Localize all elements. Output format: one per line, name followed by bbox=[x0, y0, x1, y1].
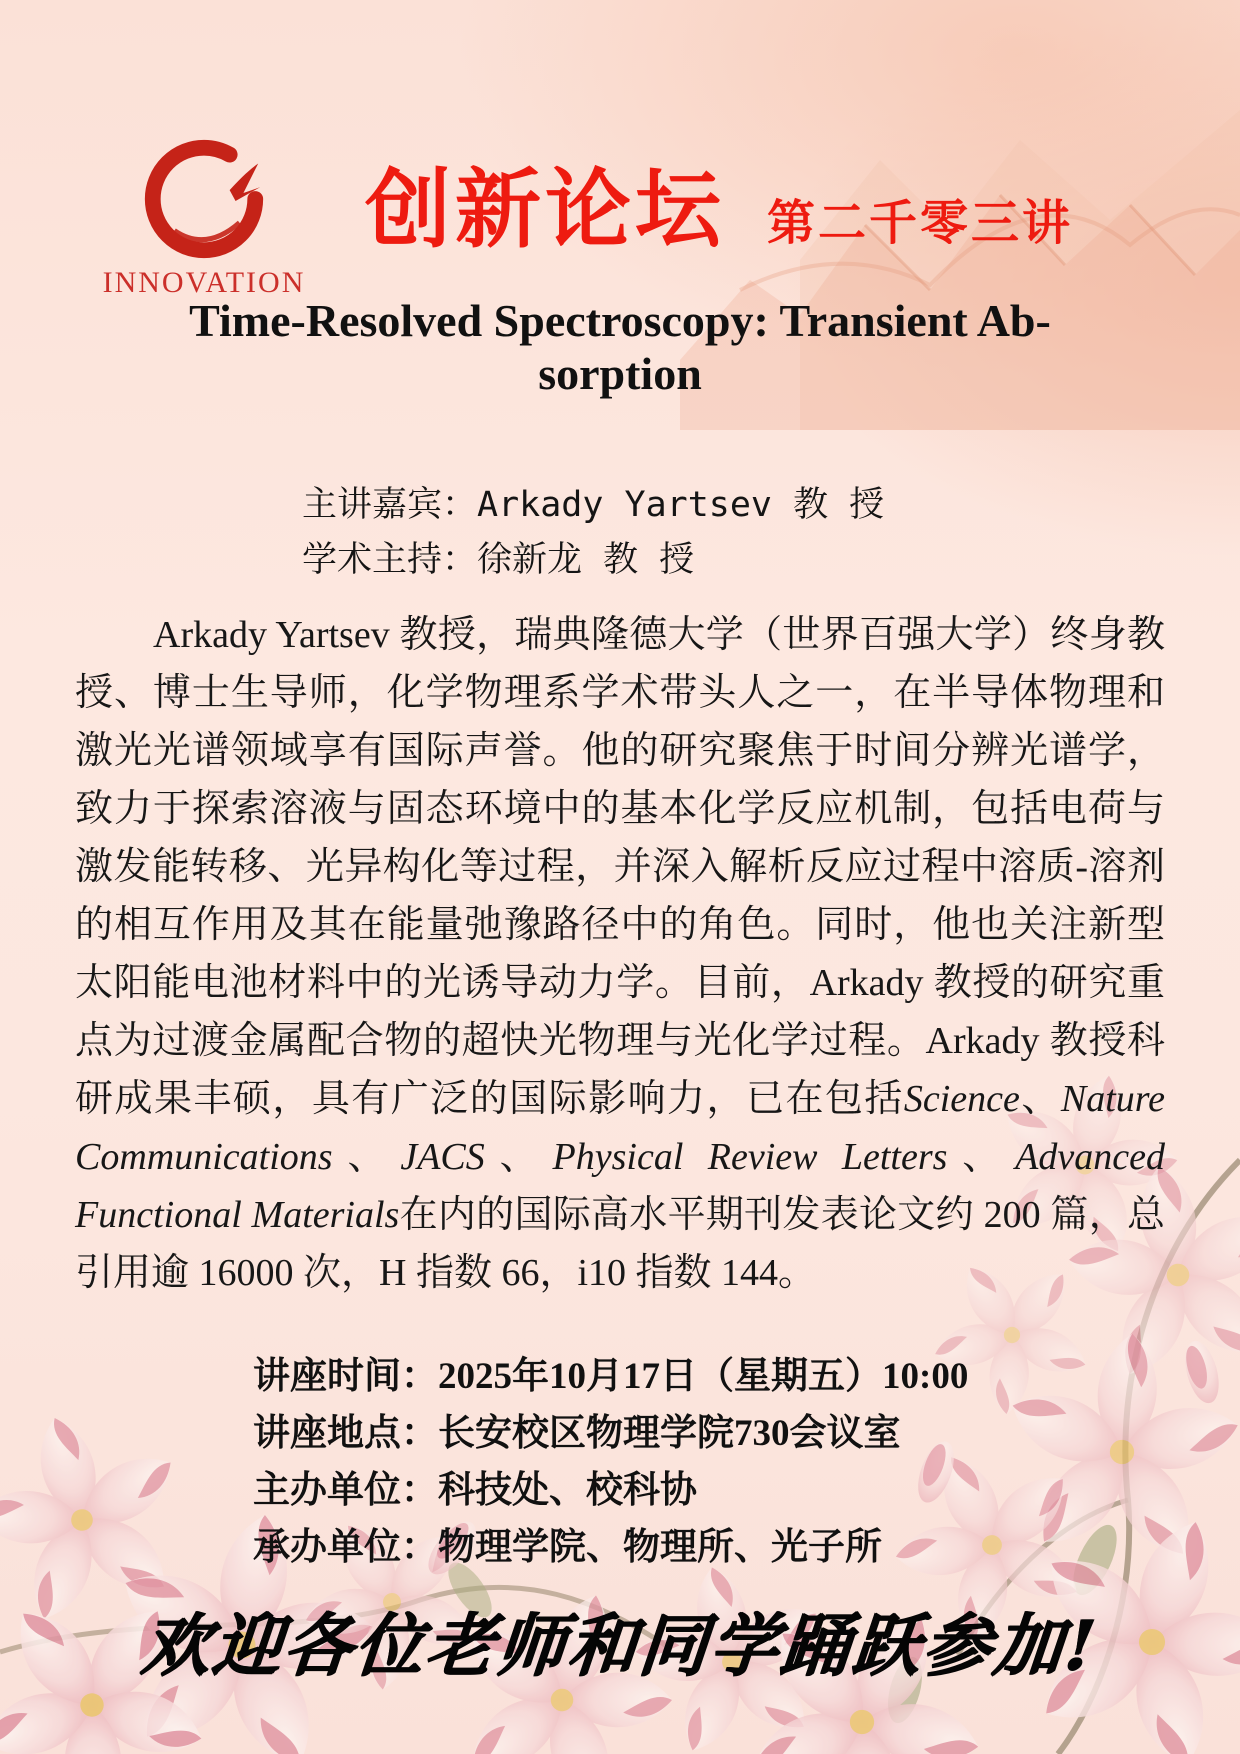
speaker-line: 主讲嘉宾：Arkady Yartsev 教 授 bbox=[302, 485, 885, 525]
detail-location: 讲座地点：长安校区物理学院730会议室 bbox=[253, 1413, 901, 1454]
bio-segment: 在内的国际高水平期刊发表论文约 200 篇，总引用逾 16000 次，H 指数 66，i10 指数 144。 bbox=[75, 1194, 1165, 1294]
detail-time: 讲座时间：2025年10月17日（星期五）10:00 bbox=[253, 1356, 969, 1397]
innovation-wordmark: INNOVATION bbox=[102, 266, 306, 299]
lecture-title bbox=[0, 294, 1240, 400]
bio-segment: 、 bbox=[484, 1136, 553, 1178]
speakers-block bbox=[302, 478, 884, 588]
lecture-details bbox=[253, 1348, 968, 1576]
lecture-title-line2: sorption bbox=[538, 348, 702, 399]
bio-segment: 、 bbox=[947, 1136, 1016, 1178]
bio-segment: Arkady Yartsev 教授，瑞典隆德大学（世界百强大学）终身教授、博士生导师，化学物理系学术带头人之一，在半导体物理和激光光谱领域享有国际声誉。他的研究聚焦于时间分辨光谱学，致力于探索溶液与固态环境中的基本化学反应机制，包括电荷与激发能转移、光异构化等过程，并深入解析反应过程中溶质-溶剂的相互作用及其在能量弛豫路径中的角色。同时，他也关注新型太阳能电池材料中的光诱导动力学。目前，Arkady 教授的研究重点为过渡金属配合物的超快光物理与光化学过程。Arkady 教授科研成果丰硕，具有广泛的国际影响力，已在包括 bbox=[75, 614, 1165, 1120]
host-line: 学术主持：徐新龙 教 授 bbox=[302, 540, 695, 580]
innovation-logo bbox=[98, 128, 310, 300]
bio-paragraph bbox=[75, 606, 1165, 1302]
bio-segment-journal: Science bbox=[903, 1078, 1020, 1120]
lecture-number: 第二千零三讲 bbox=[767, 197, 1074, 250]
bio-segment: 、 bbox=[1019, 1078, 1061, 1120]
detail-organizer: 主办单位：科技处、校科协 bbox=[253, 1470, 697, 1511]
bio-segment-journal: Physical Review Letters bbox=[552, 1136, 948, 1178]
bio-segment: 、 bbox=[332, 1136, 401, 1178]
innovation-brush-circle-icon bbox=[135, 128, 273, 266]
detail-coorganizer: 承办单位：物理学院、物理所、光子所 bbox=[253, 1527, 882, 1568]
forum-title: 创新论坛 bbox=[365, 162, 725, 258]
forum-title-row bbox=[365, 140, 1073, 264]
lecture-title-line1: Time-Resolved Spectroscopy: Transient Ab- bbox=[189, 295, 1051, 346]
bio-segment-journal: Advanced Functional Materials bbox=[75, 1136, 1165, 1236]
welcome-calligraphy: 欢迎各位老师和同学踊跃参加! bbox=[138, 1606, 1101, 1686]
bio-segment-journal: JACS bbox=[400, 1136, 485, 1178]
bio-segment-journal: Nature Communications bbox=[75, 1078, 1165, 1178]
